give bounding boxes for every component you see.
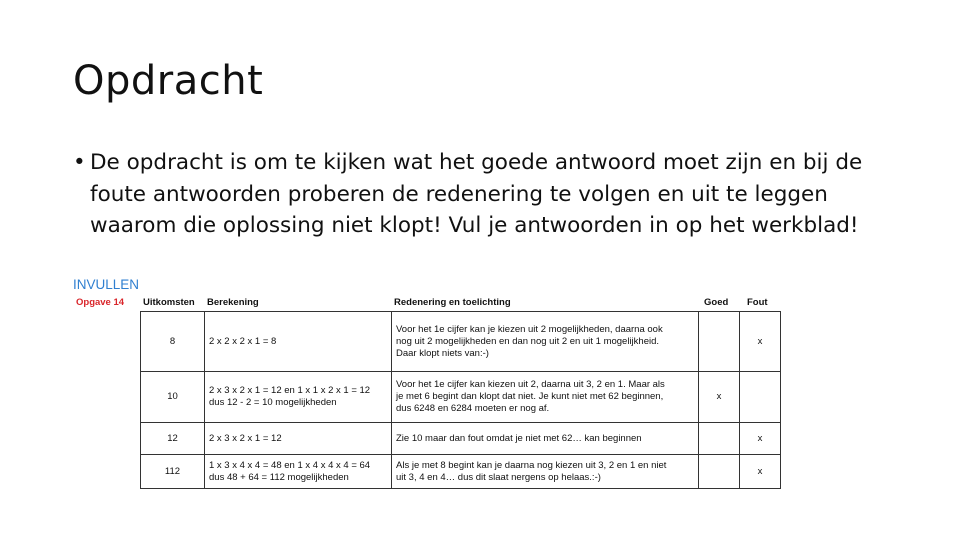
redenering-line: Daar klopt niets van:-) — [396, 347, 489, 359]
cell-berekening — [205, 455, 392, 489]
cell-redenering — [392, 372, 699, 423]
table-row — [141, 312, 781, 372]
cell-redenering — [392, 423, 699, 455]
bullet-text: De opdracht is om te kijken wat het goede antwoord moet zijn en bij de foute antwoorden proberen de redenering te volgen en uit te leggen waarom die oplossing niet klopt! Vul je antwoorden in op het werkblad! — [90, 150, 863, 238]
redenering-line: Voor het 1e cijfer kan je kiezen uit 2 mogelijkheden, daarna ook — [396, 323, 663, 335]
cell-uitkomst: 112 — [141, 455, 205, 489]
invullen-label: INVULLEN — [73, 277, 140, 292]
header-berekening: Berekening — [207, 297, 259, 308]
cell-uitkomst: 10 — [141, 372, 205, 423]
redenering-line: je met 6 begint dan klopt dat niet. Je kunt niet met 62 beginnen, — [396, 391, 664, 402]
bullet-item — [73, 147, 888, 242]
cell-goed — [699, 312, 740, 372]
cell-fout: x — [740, 423, 781, 455]
cell-berekening — [205, 423, 392, 455]
cell-goed — [699, 455, 740, 489]
cell-berekening — [205, 372, 392, 423]
cell-fout — [740, 372, 781, 423]
opgave-label: Opgave 14 — [76, 297, 125, 308]
berekening-line: 2 x 3 x 2 x 1 = 12 — [209, 432, 282, 444]
cell-goed — [699, 423, 740, 455]
cell-redenering — [392, 455, 699, 489]
berekening-line: dus 48 + 64 = 112 mogelijkheden — [209, 471, 349, 483]
table-row — [141, 423, 781, 455]
berekening-line: 2 x 3 x 2 x 1 = 12 en 1 x 1 x 2 x 1 = 12 — [209, 385, 371, 396]
slide-title: Opdracht — [73, 58, 264, 104]
redenering-line: nog uit 2 mogelijkheden en dan nog uit 2 en uit 1 mogelijkheid. — [396, 335, 660, 347]
cell-fout: x — [740, 312, 781, 372]
header-fout: Fout — [747, 297, 768, 308]
redenering-line: dus 6248 en 6284 moeten er nog af. — [396, 403, 550, 414]
answers-table — [140, 311, 781, 489]
header-goed: Goed — [704, 297, 729, 308]
table-row — [141, 455, 781, 489]
table-row — [141, 372, 781, 423]
redenering-line: Zie 10 maar dan fout omdat je niet met 62… kan beginnen — [396, 432, 642, 444]
cell-redenering — [392, 312, 699, 372]
cell-uitkomst: 8 — [141, 312, 205, 372]
header-redenering: Redenering en toelichting — [394, 297, 511, 308]
header-uitkomsten: Uitkomsten — [143, 297, 195, 308]
bullet-icon: • — [73, 150, 86, 175]
redenering-line: Voor het 1e cijfer kan kiezen uit 2, daarna uit 3, 2 en 1. Maar als — [396, 379, 665, 390]
berekening-line: dus 12 - 2 = 10 mogelijkheden — [209, 397, 337, 408]
redenering-line: Als je met 8 begint kan je daarna nog kiezen uit 3, 2 en 1 en niet — [396, 459, 667, 471]
cell-goed: x — [699, 372, 740, 423]
berekening-line: 1 x 3 x 4 x 4 = 48 en 1 x 4 x 4 x 4 = 64 — [209, 459, 371, 471]
redenering-line: uit 3, 4 en 4… dus dit slaat nergens op helaas.:-) — [396, 471, 601, 483]
cell-fout: x — [740, 455, 781, 489]
berekening-line: 2 x 2 x 2 x 1 = 8 — [209, 335, 277, 347]
cell-uitkomst: 12 — [141, 423, 205, 455]
cell-berekening — [205, 312, 392, 372]
